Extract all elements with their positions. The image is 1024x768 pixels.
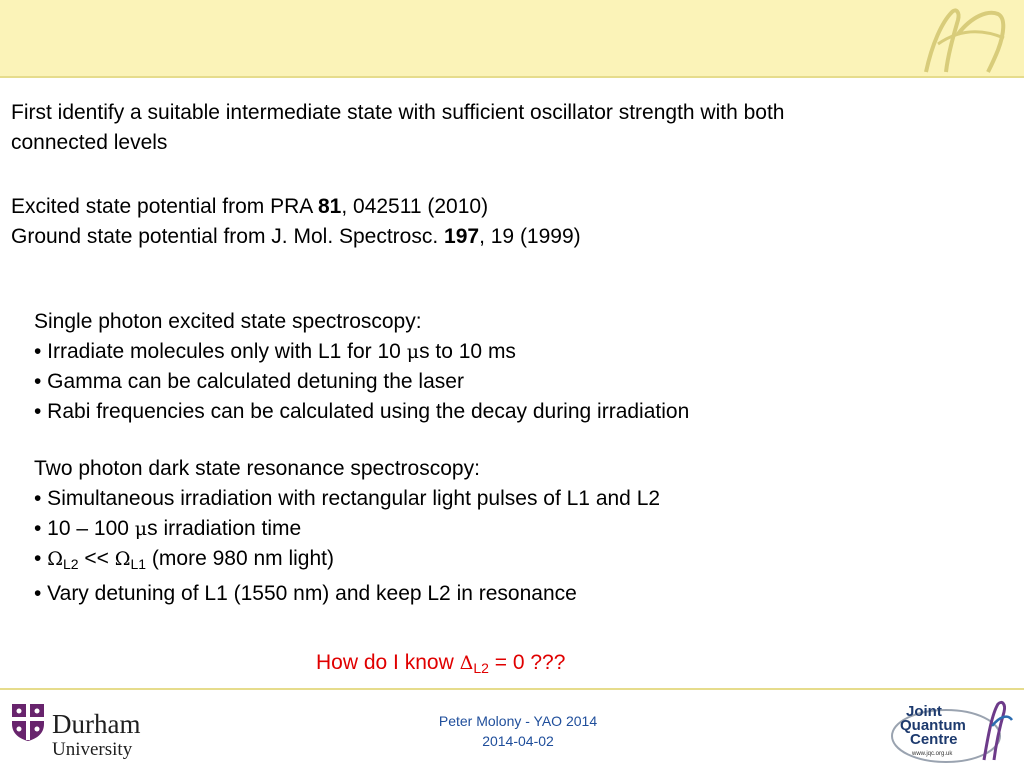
mu-symbol: μ — [406, 341, 420, 363]
excited-state-source — [11, 192, 581, 222]
ground-pre: Ground state potential from J. Mol. Spectrosc. — [11, 225, 445, 248]
footer-author: Peter Molony - YAO 2014 — [438, 713, 598, 729]
omega-symbol-l1: Ω — [114, 548, 131, 570]
jqc-word-quantum: Quantum — [900, 717, 966, 734]
excited-volume: 81 — [317, 195, 342, 218]
footer-date: 2014-04-02 — [482, 733, 554, 749]
jqc-swoosh-logo-icon — [918, 4, 1010, 74]
footer-divider — [0, 688, 1024, 690]
jqc-word-centre: Centre — [910, 731, 958, 748]
bullet-3-mark: • — [34, 547, 48, 570]
question-line — [316, 648, 565, 683]
ground-volume: 197 — [444, 225, 480, 248]
jqc-word-joint: Joint — [906, 703, 942, 720]
single-photon-heading: Single photon excited state spectroscopy: — [34, 310, 422, 333]
excited-pre: Excited state potential from PRA — [11, 195, 318, 218]
jqc-url: www.jqc.org.uk — [912, 751, 953, 757]
two-photon-section — [34, 454, 660, 609]
single-photon-bullet-1 — [34, 337, 689, 367]
subscript-l1: L1 — [130, 556, 147, 572]
single-photon-bullet-2: • Gamma can be calculated detuning the laser — [34, 370, 464, 393]
intro-line-2: connected levels — [11, 131, 168, 154]
single-photon-section — [34, 307, 689, 427]
intro-paragraph — [11, 98, 784, 158]
university-wordmark: University — [52, 739, 133, 760]
omega-symbol-l2: Ω — [47, 548, 63, 570]
ground-post: , 19 (1999) — [479, 225, 581, 248]
question-subscript: L2 — [473, 660, 489, 676]
bullet-3-post: (more 980 nm light) — [146, 547, 334, 570]
slide-header-band — [0, 0, 1024, 78]
joint-quantum-centre-logo — [888, 696, 1016, 766]
durham-university-logo — [10, 700, 160, 764]
durham-wordmark: Durham — [52, 709, 141, 739]
two-photon-bullet-3 — [34, 544, 660, 579]
two-photon-heading: Two photon dark state resonance spectroscopy: — [34, 457, 480, 480]
sources-paragraph — [11, 192, 581, 252]
two-photon-bullet-1: • Simultaneous irradiation with rectangular light pulses of L1 and L2 — [34, 487, 661, 510]
delta-symbol: Δ — [459, 652, 474, 674]
bullet-2-pre: • 10 – 100 — [34, 517, 135, 540]
durham-shield-icon — [10, 702, 46, 742]
question-post: = 0 ??? — [488, 651, 566, 674]
single-photon-bullet-3: • Rabi frequencies can be calculated using the decay during irradiation — [34, 400, 690, 423]
question-pre: How do I know — [316, 651, 460, 674]
mu-symbol: μ — [134, 518, 148, 540]
two-photon-bullet-2 — [34, 514, 660, 544]
bullet-2-post: s irradiation time — [147, 517, 302, 540]
intro-line-1: First identify a suitable intermediate state with sufficient oscillator strength with both — [11, 101, 785, 124]
bullet-1-post: s to 10 ms — [419, 340, 516, 363]
subscript-l2: L2 — [62, 556, 79, 572]
much-less-than: << — [78, 547, 115, 570]
two-photon-bullet-4: • Vary detuning of L1 (1550 nm) and keep L2 in resonance — [34, 582, 577, 605]
excited-post: , 042511 (2010) — [341, 195, 489, 218]
bullet-1-pre: • Irradiate molecules only with L1 for 10 — [34, 340, 407, 363]
ground-state-source — [11, 222, 581, 252]
